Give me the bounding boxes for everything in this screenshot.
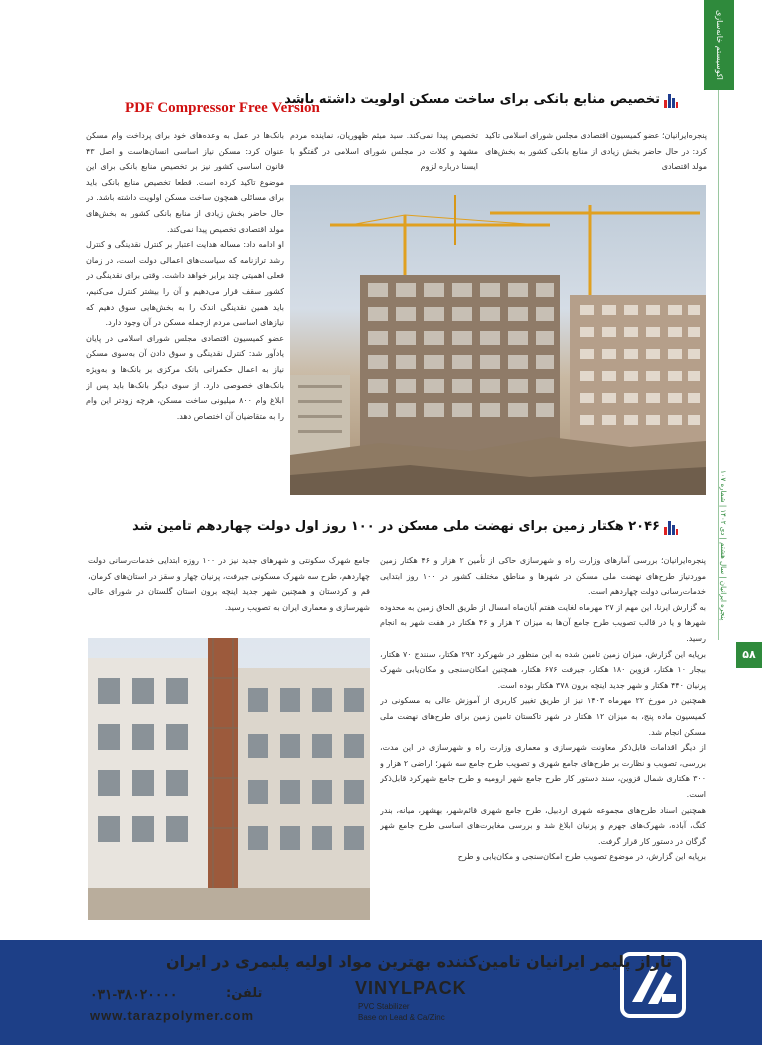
article2-paragraph: همچنین اسناد طرح‌های مجموعه شهری اردبیل، طرح جامع شهری قائم‌شهر، بهشهر، میانه، بندر کنگ، آباده، شهرک‌های جهرم و پرنیان ابلاغ شد و بررسی مغایرت‌های اساسی طرح جامع شهر گرگان در دستور کار قرار گرفت. xyxy=(380,805,706,846)
watermark: PDF Compressor Free Version xyxy=(125,100,320,116)
article1-col-right: پنجره‌ایرانیان؛ عضو کمیسیون اقتصادی مجلس شورای اسلامی تاکید کرد: در حال حاضر بخش زیادی از منابع بانکی کشور به بخش‌های مولد اقتصادی xyxy=(485,131,707,172)
headline-bars-icon xyxy=(664,94,678,108)
ad-product-line1: PVC Stabilizer xyxy=(358,1002,410,1011)
article2-col-left: جامع شهرک سکونتی و شهرهای جدید نیز در ۱۰۰ روزه ابتدایی خدمات‌رسانی دولت چهاردهم، طرح سه شهرک مسکونی جیرفت، پرنیان چهار و سقز در استان‌های کرمان، قم و کردستان و همچنین شهر جدید اینچه برون استان گلستان در شورای عالی شهرسازی و معماری ایران به تصویب رسید. xyxy=(88,556,370,612)
ad-website-link[interactable]: www.tarazpolymer.com xyxy=(90,1008,255,1023)
article2-paragraph: همچنین در مورخ ۲۲ مهرماه ۱۴۰۳ نیز از طریق تغییر کاربری از آموزش عالی به مسکونی در کمیسیون ماده پنج، به میزان ۱۲ هکتار در شهر تاکستان تامین زمین برای طرح‌های نهضت ملی مسکن انجام شد. xyxy=(380,696,706,737)
page-number: ۵۸ xyxy=(736,642,762,668)
article1-paragraph: او ادامه داد: مساله هدایت اعتبار بر کنترل نقدینگی و کنترل رشد ترازنامه که سیاست‌های اعمالی دولت است، در زمان فعلی اهمیتی چند برابر خواهد داشت. وقتی برای نقدینگی در کشور سقف قرار می‌دهیم و آن را بیشتر کنترل می‌کنیم، باید همین نقدینگی اندک را به بخش‌هایی سوق دهیم که نیازهای اساسی مردم ازجمله مسکن در آن وجود دارد. xyxy=(86,240,284,328)
article1-col-left xyxy=(86,128,284,498)
article2-paragraph: برپایه این گزارش، میزان زمین تامین شده به این منظور در شهرکرد ۲۹۲ هکتار، سنندج ۷۰ هکتار، بیجار ۱۰ هکتار، قزوین ۱۸۰ هکتار، جیرفت ۶۷۶ هکتار، همچنین امکان‌سنجی و مکان‌یابی شهرک پرنیان ۴۴۰ هکتار و شهر جدید اینچه برون ۳۷۸ هکتار بوده است. xyxy=(380,649,706,690)
article1-headline: تخصیص منابع بانکی برای ساخت مسکن اولویت داشته باشد xyxy=(284,92,660,107)
apartment-photo xyxy=(88,638,370,920)
article2-paragraph: به گزارش ایرنا، این مهم از ۲۷ مهرماه لغایت هفتم آبان‌ماه امسال از طریق الحاق زمین به محدوده شهرها و یا در قالب تصویب طرح جامع آن‌ها به میزان ۲ هزار و ۴۶ هکتار در هفت شهر به انجام رسید. xyxy=(380,602,706,643)
ad-brand-name: VINYLPACK xyxy=(355,978,467,998)
apartment-photo-drawing xyxy=(88,638,370,920)
ad-phone-label: تلفن: xyxy=(226,986,263,1001)
section-tab xyxy=(704,0,734,90)
article2-paragraph: از دیگر اقدامات قابل‌ذکر معاونت شهرسازی و معماری وزارت راه و شهرسازی در این مدت، بررسی، تصویب و نظارت بر طرح‌های جامع شهری و تصویب طرح جامع سه شهر؛ اراضی ۲ هزار و ۳۰۰ هکتاری شمال قزوین، سند دستور کار طرح جامع شهر ارومیه و طرح جامع شهرکرد قابل‌ذکر است. xyxy=(380,743,706,799)
article2-paragraph: برپایه این گزارش، در موضوع تصویب طرح امکان‌سنجی و مکان‌یابی و طرح xyxy=(457,852,706,862)
construction-photo-drawing xyxy=(290,185,706,495)
section-tab-label: اکوسیستم خانه‌سازی xyxy=(715,10,724,80)
ad-slogan: تاراز پلیمر ایرانیان تامین‌کننده بهترین مواد اولیه پلیمری در ایران xyxy=(165,952,672,971)
headline-bars-icon xyxy=(664,521,678,535)
article2-col-right xyxy=(380,553,706,923)
ad-phone-number: ۰۳۱-۳۸۰۲۰۰۰۰ xyxy=(90,986,178,1002)
article1-col-middle: تخصیص پیدا نمی‌کند. سید میثم ظهوریان، نماینده مردم مشهد و کلات در مجلس شورای اسلامی در گفتگو با ایسنا درباره لزوم xyxy=(290,131,478,172)
issue-line: پنجره ایرانیان | سال هشتم | دی ۱۴۰۲ | شماره ۱۰۷ xyxy=(719,470,727,621)
article1-paragraph: بانک‌ها در عمل به وعده‌های خود برای پرداخت وام مسکن عنوان کرد: مسکن نیاز اساسی انسان‌هاست و اصل ۴۳ قانون اساسی کشور نیز بر تخصیص منابع بانکی برای این موضوع تاکید کرده است. قطعا تخصیص منابع بانکی باید برای مسائلی همچون ساخت مسکن اولویت داشته باشد. در حال حاضر بخش زیادی از منابع بانکی کشور به بخش‌های مولد اقتصادی تخصیص پیدا نمی‌کند. xyxy=(86,131,284,234)
article2-headline: ۲۰۴۶ هکتار زمین برای نهضت ملی مسکن در ۱۰۰ روز اول دولت چهاردهم تامین شد xyxy=(132,519,660,534)
article2-paragraph: پنجره‌ایرانیان؛ بررسی آمارهای وزارت راه و شهرسازی حاکی از تأمین ۲ هزار و ۴۶ هکتار زمین موردنیاز طرح‌های نهضت ملی مسکن در شهرها و مناطق مختلف کشور در ۱۰۰ روز ابتدایی خدمات‌رسانی دولت چهاردهم است. xyxy=(380,556,706,597)
construction-photo xyxy=(290,185,706,495)
ad-product-line2: Base on Lead & Ca/Zinc xyxy=(358,1013,445,1022)
article1-paragraph: عضو کمیسیون اقتصادی مجلس شورای اسلامی در پایان یادآور شد: کنترل نقدینگی و سوق دادن آن به‌سوی مسکن نیاز به اعمال حکمرانی بانک مرکزی بر بانک‌ها و به‌ویژه بانک‌های خصوصی دارد. از سوی دیگر بانک‌ها باید پس از ابلاغ وام ۸۰۰ میلیونی ساخت مسکن، هرچه زودتر این وام را به متقاضیان آن اختصاص دهد. xyxy=(86,333,284,421)
